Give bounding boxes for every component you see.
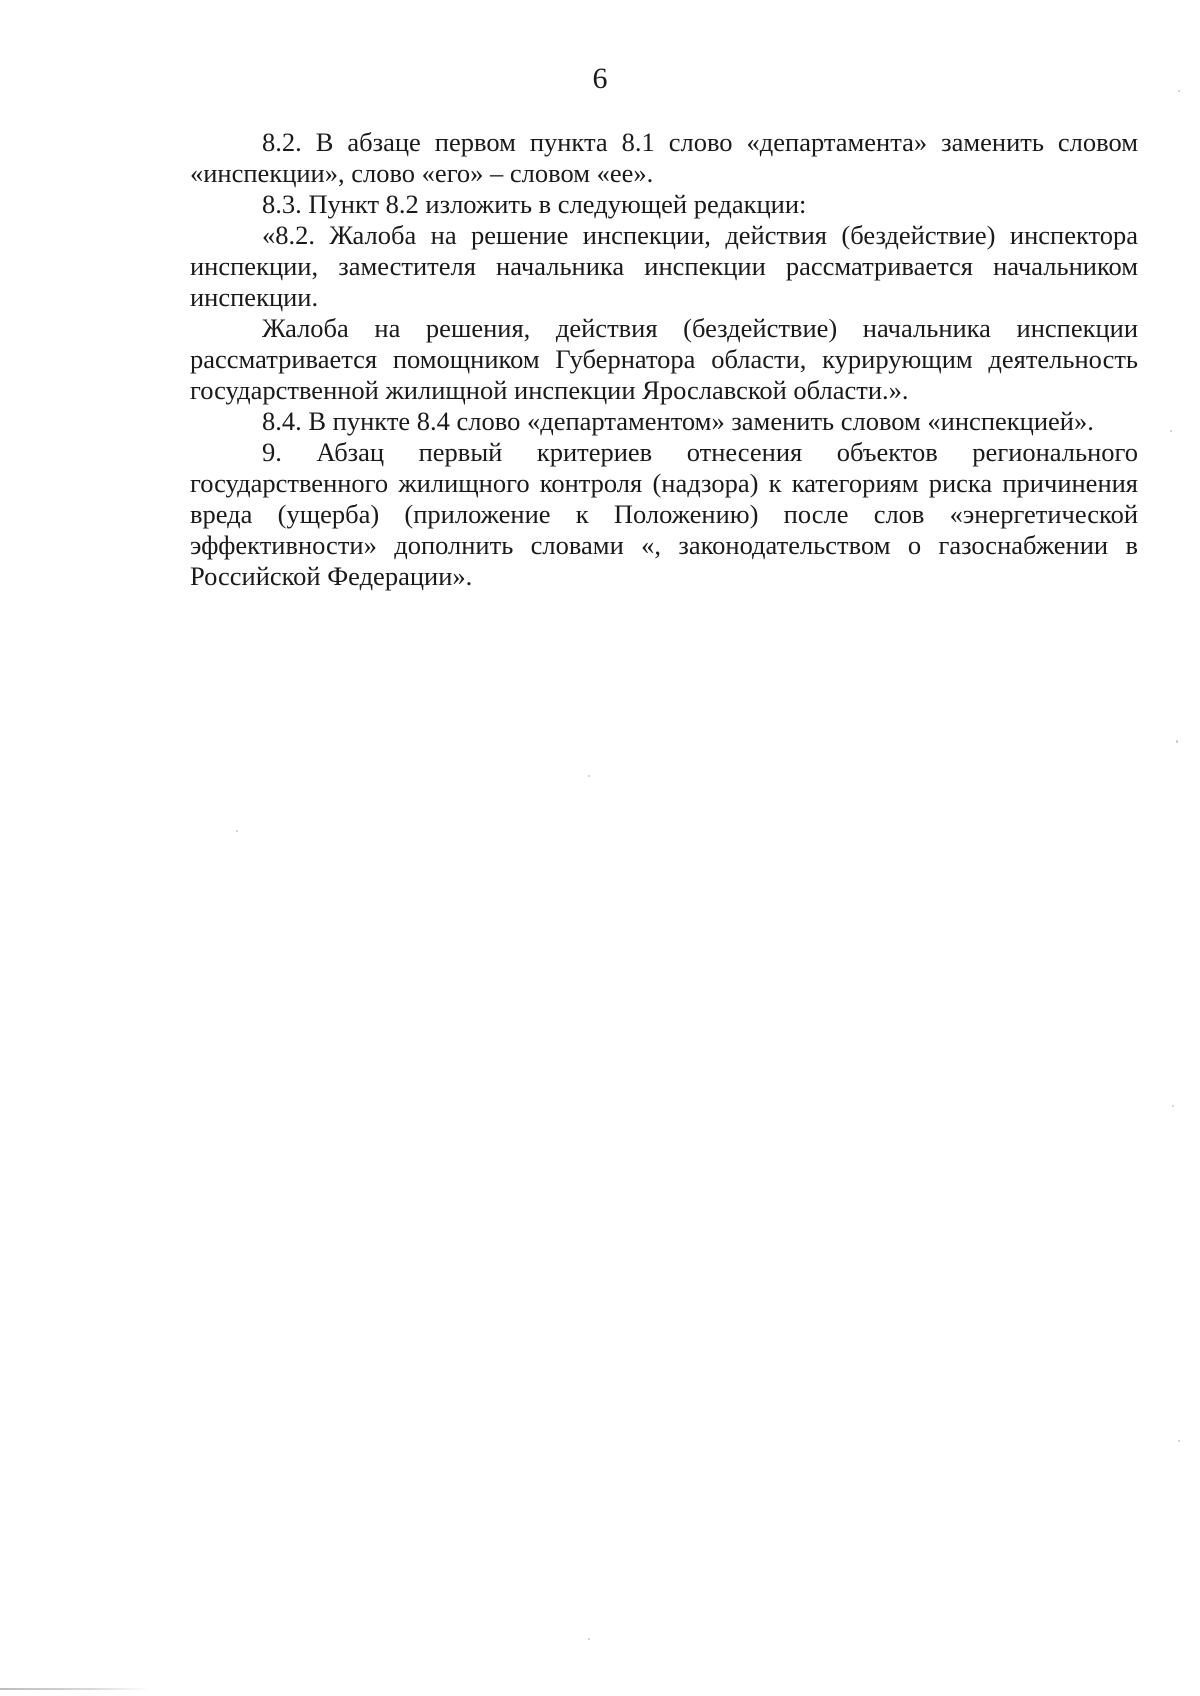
paragraph-quoted-8-2: «8.2. Жалоба на решение инспекции, действия (бездействие) инспектора инспекции, заместителя начальника инспекции рассматривается начальником инспекции. [190, 220, 1138, 312]
page-number: 6 [592, 62, 608, 95]
paragraph-8-4: 8.4. В пункте 8.4 слово «департаментом» заменить словом «инспекцией». [262, 406, 1094, 436]
scan-speck [1178, 90, 1180, 92]
paragraph-8-3: 8.3. Пункт 8.2 изложить в следующей редакции: [262, 189, 807, 219]
scan-speck [1176, 740, 1178, 743]
document-body [190, 127, 1138, 592]
scan-speck [1178, 1440, 1180, 1442]
paragraph-8-2: 8.2. В абзаце первом пункта 8.1 слово «департамента» заменить словом «инспекции», слово «его» – словом «ее». [190, 127, 1138, 188]
paragraph-complaint-head: Жалоба на решения, действия (бездействие) начальника инспекции рассматривается помощником Губернатора области, курирующим деятельность государственной жилищной инспекции Ярославской области.». [190, 313, 1138, 405]
scan-speck [588, 1638, 590, 1640]
paragraph-9: 9. Абзац первый критериев отнесения объектов регионального государственного жилищного контроля (надзора) к категориям риска причинения вреда (ущерба) (приложение к Положению) после слов «энергетической эффективности» дополнить словами «, законодательством о газоснабжении в Российской Федерации». [190, 437, 1138, 591]
scan-speck [1170, 430, 1172, 432]
scan-speck [588, 775, 590, 777]
scan-speck [236, 830, 238, 832]
scan-speck [1172, 1105, 1174, 1107]
scan-edge-mark [0, 1688, 150, 1690]
